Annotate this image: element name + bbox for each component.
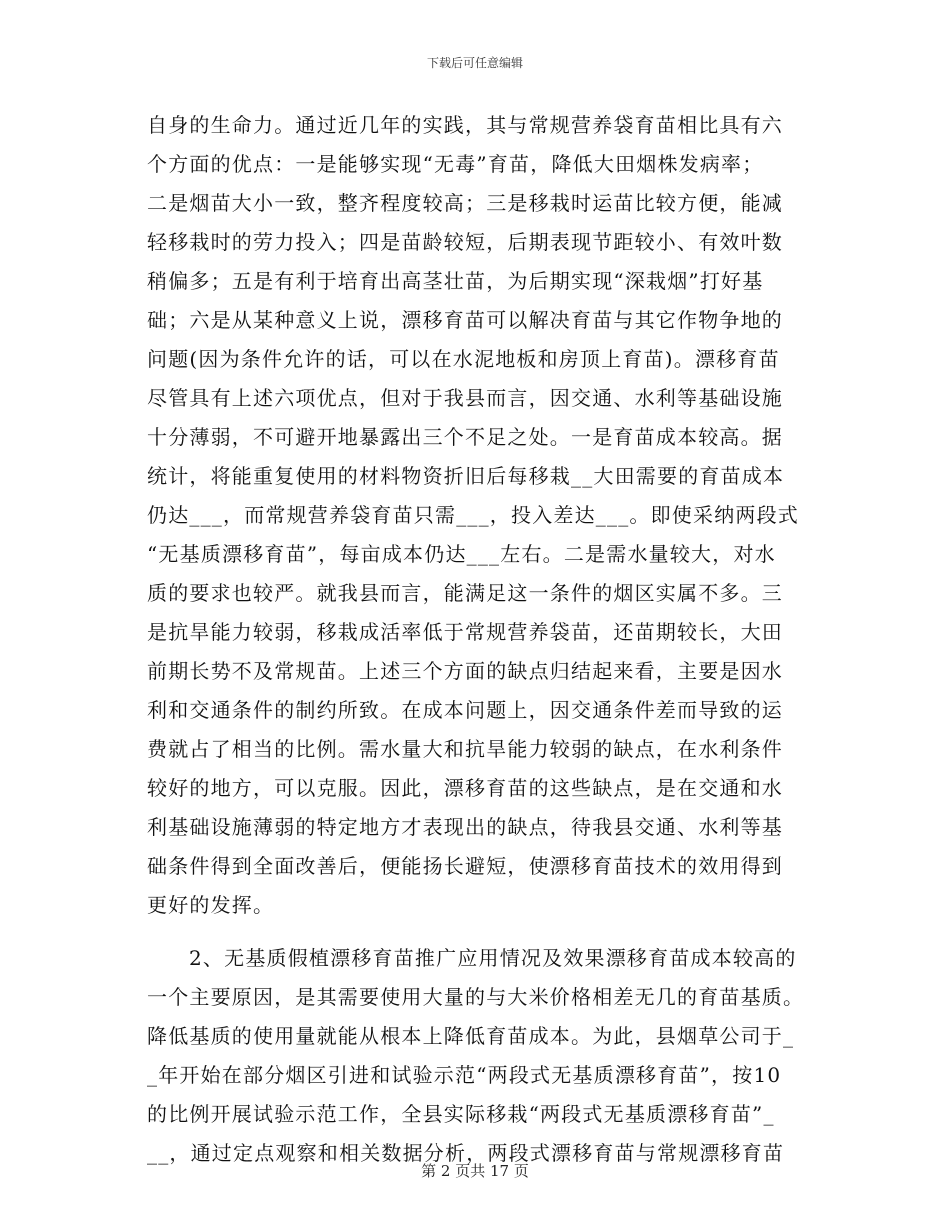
text-line: 利和交通条件的制约所致。在成本问题上，因交通条件差而导致的运 [147, 698, 783, 722]
text-line: 降低基质的使用量就能从根本上降低育苗成本。为此，县烟草公司于_ [147, 1024, 795, 1048]
text-line: 一个主要原因，是其需要使用大量的与大米价格相差无几的育苗基质。 [147, 985, 805, 1009]
text-line: 统计，将能重复使用的材料物资折旧后每移栽__大田需要的育苗成本 [147, 464, 785, 488]
page-number: 第 2 页共 17 页 [421, 1162, 529, 1180]
text-line: 十分薄弱，不可避开地暴露出三个不足之处。一是育苗成本较高。据 [147, 425, 783, 449]
text-line: 自身的生命力。通过近几年的实践，其与常规营养袋育苗相比具有六 [147, 113, 783, 137]
text-line: 费就占了相当的比例。需水量大和抗旱能力较弱的缺点，在水利条件 [147, 737, 783, 761]
text-line: 稍偏多；五是有利于培育出高茎壮苗，为后期实现“深栽烟”打好基 [147, 269, 764, 293]
text-line: 较好的地方，可以克服。因此，漂移育苗的这些缺点，是在交通和水 [147, 776, 783, 800]
text-line: 础条件得到全面改善后，便能扬长避短，使漂移育苗技术的效用得到 [147, 854, 783, 878]
text-line: “无基质漂移育苗”，每亩成本仍达___左右。二是需水量较大，对水 [147, 542, 776, 566]
text-line: 仍达___，而常规营养袋育苗只需___，投入差达___。即使采纳两段式 [147, 503, 799, 527]
text-line: 更好的发挥。 [147, 893, 275, 917]
text-line: __，通过定点观察和相关数据分析，两段式漂移育苗与常规漂移育苗 [147, 1141, 785, 1165]
text-line: _年开始在部分烟区引进和试验示范“两段式无基质漂移育苗”，按10 [147, 1063, 782, 1087]
paragraph-spacing [147, 925, 807, 939]
text-line: 前期长势不及常规苗。上述三个方面的缺点归结起来看，主要是因水 [147, 659, 783, 683]
text-line: 是抗旱能力较弱，移栽成活率低于常规营养袋苗，还苗期较长，大田 [147, 620, 783, 644]
text-line: 础；六是从某种意义上说，漂移育苗可以解决育苗与其它作物争地的 [147, 308, 783, 332]
text-line: 的比例开展试验示范工作，全县实际移栽“两段式无基质漂移育苗”_ [147, 1102, 775, 1126]
text-line-indented: 2、无基质假植漂移育苗推广应用情况及效果漂移育苗成本较高的 [189, 946, 797, 970]
paragraph-substrate-free-seedling [147, 939, 807, 1173]
text-line: 利基础设施薄弱的特定地方才表现出的缺点，待我县交通、水利等基 [147, 815, 783, 839]
text-line: 尽管具有上述六项优点，但对于我县而言，因交通、水利等基础设施 [147, 386, 783, 410]
text-line: 二是烟苗大小一致，整齐程度较高；三是移栽时运苗比较方便，能减 [147, 191, 783, 215]
page-header: 下载后可任意编辑 [426, 56, 523, 70]
document-body [147, 106, 807, 1173]
paragraph-advantages-and-shortcomings [147, 106, 807, 925]
text-line: 质的要求也较严。就我县而言，能满足这一条件的烟区实属不多。三 [147, 581, 783, 605]
text-line: 问题(因为条件允许的话，可以在水泥地板和房顶上育苗)。漂移育苗 [147, 347, 780, 371]
text-line: 个方面的优点：一是能够实现“无毒”育苗，降低大田烟株发病率； [147, 152, 764, 176]
text-line: 轻移栽时的劳力投入；四是苗龄较短，后期表现节距较小、有效叶数 [147, 230, 783, 254]
